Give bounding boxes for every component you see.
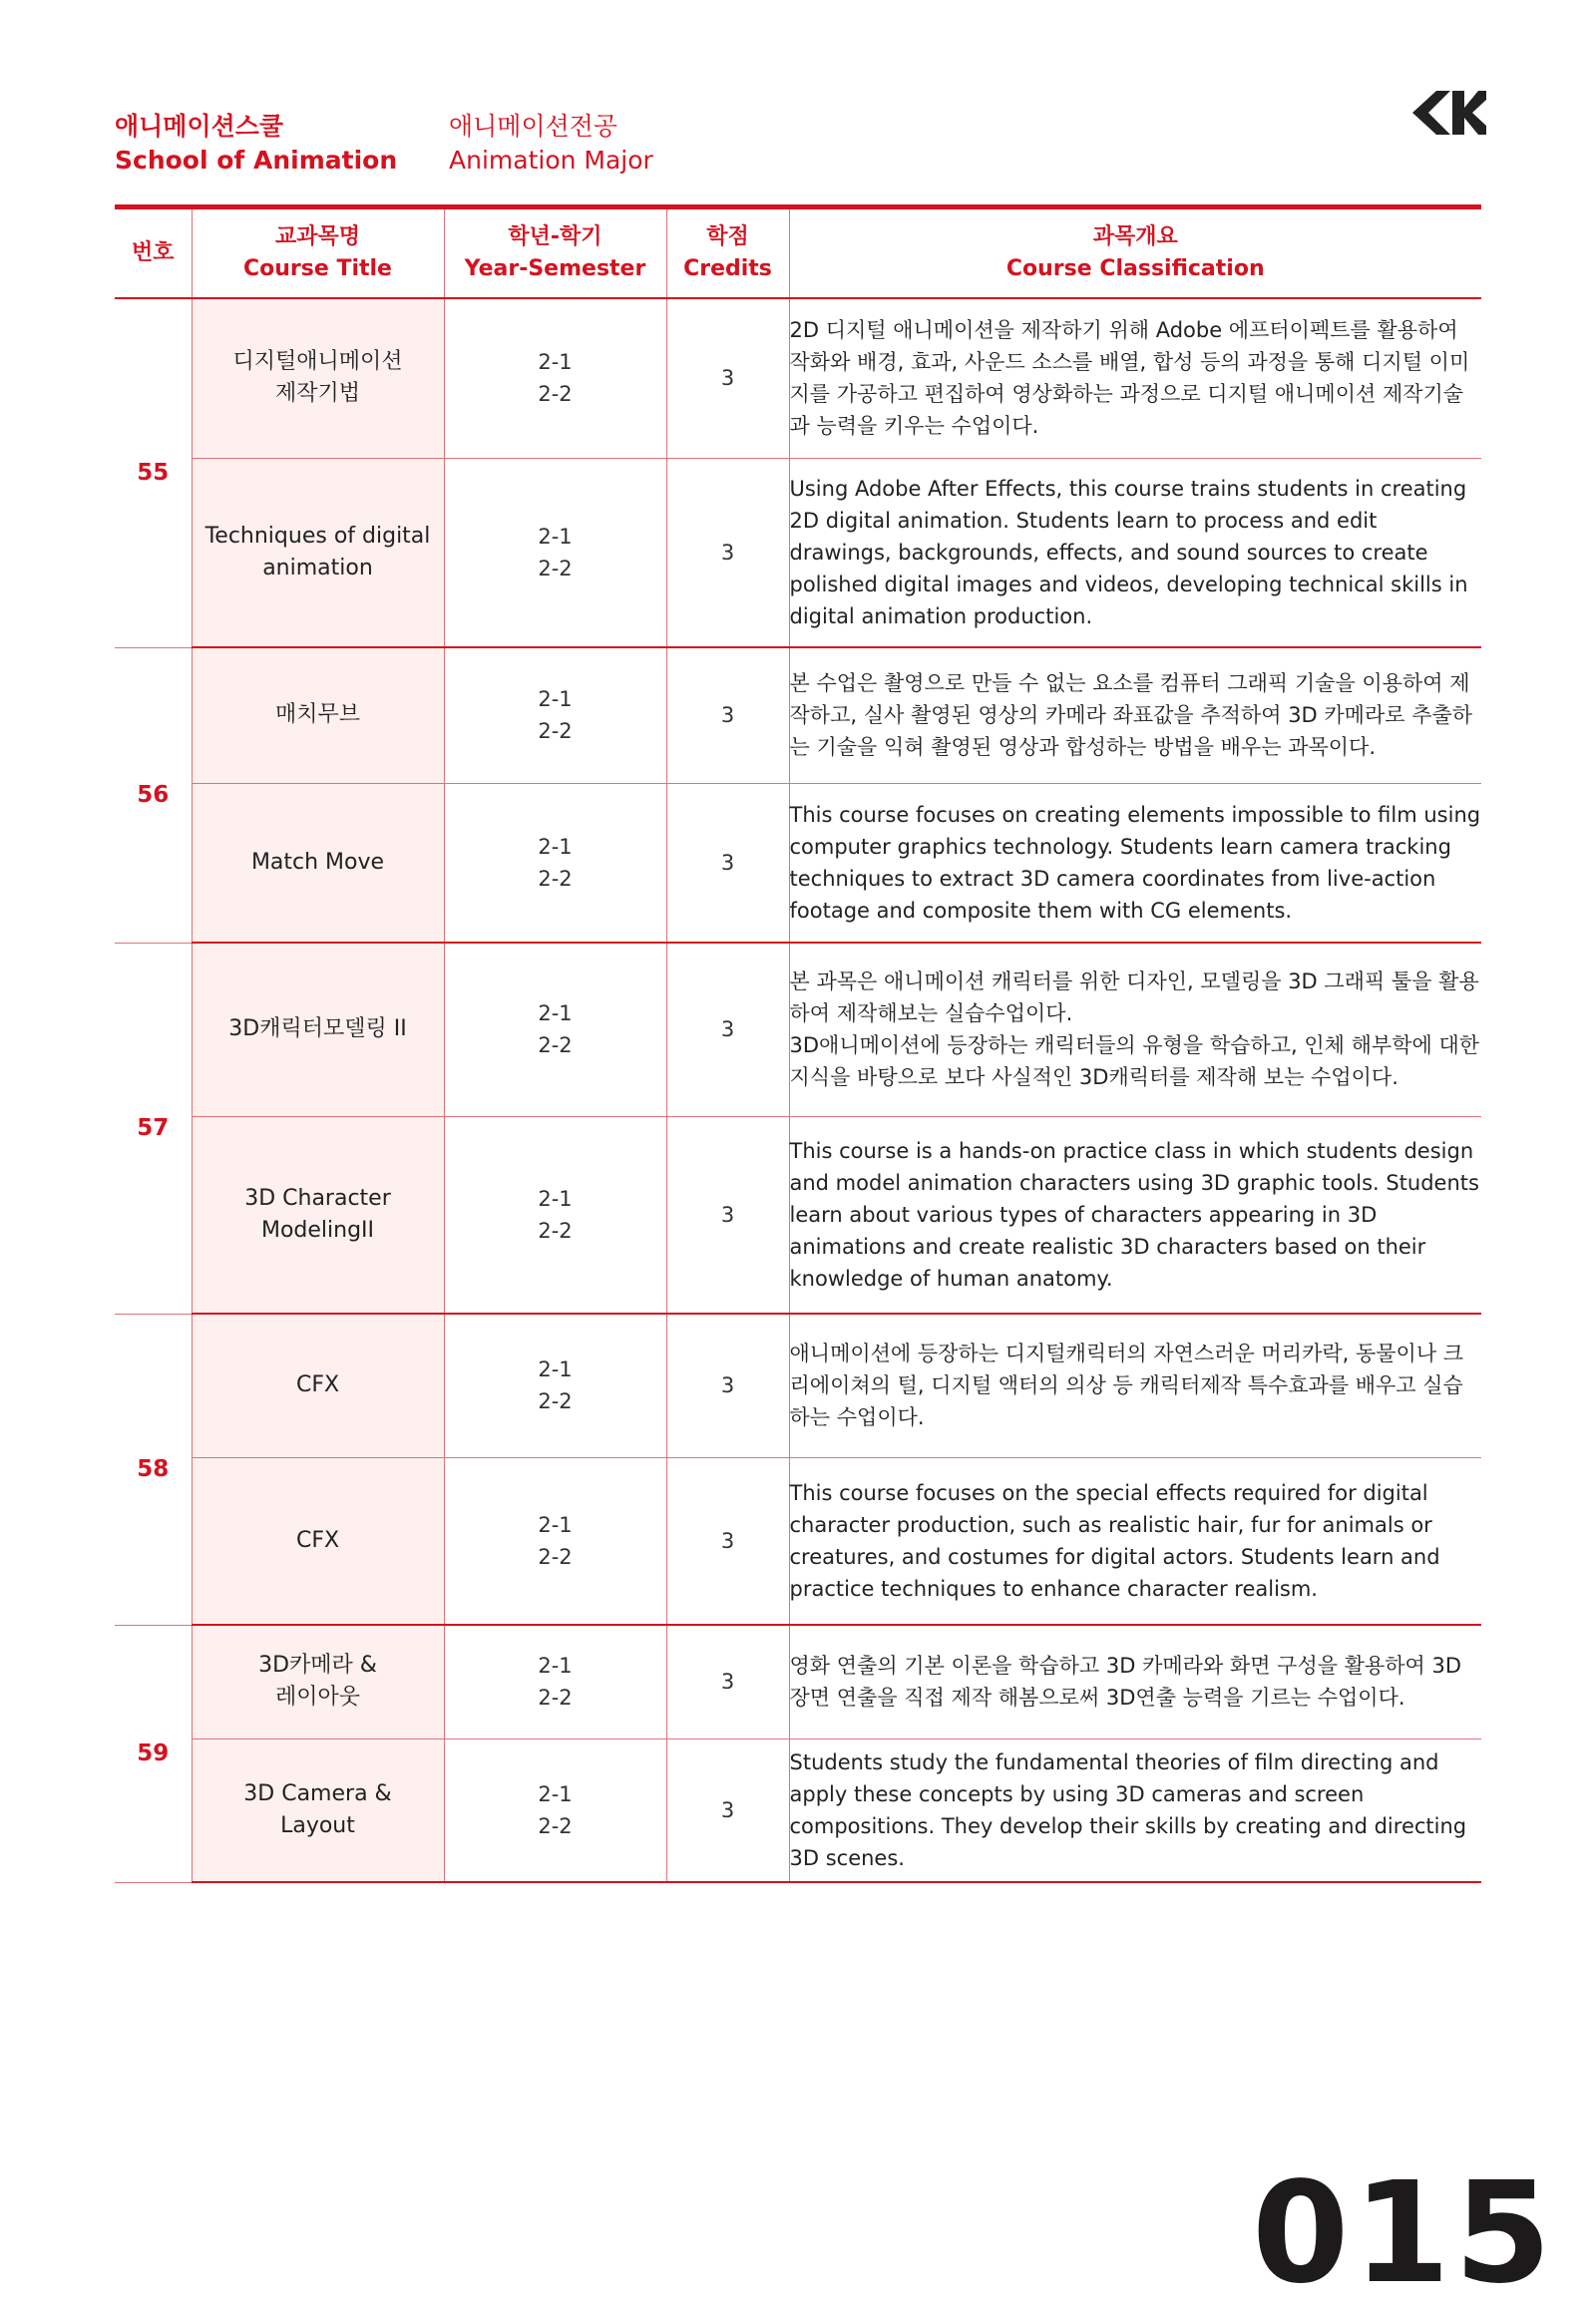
course-title: 3D캐릭터모델링 II	[192, 943, 444, 1116]
table-row	[115, 1116, 1481, 1314]
course-title: Match Move	[192, 783, 444, 943]
school-name-en: School of Animation	[115, 146, 398, 175]
table-row	[115, 647, 1481, 783]
col-header-number: 번호	[115, 209, 192, 298]
year-semester-1: 2-1	[538, 350, 573, 375]
school-name-ko: 애니메이션스쿨	[115, 112, 284, 141]
course-description: Students study the fundamental theories of film directing and apply these concepts by using 3D cameras and screen compositions. They develop their skills by creating and directing 3D scenes.	[789, 1738, 1481, 1882]
course-table-body	[115, 298, 1481, 1882]
credits: 3	[666, 647, 789, 783]
course-description: 2D 디지털 애니메이션을 제작하기 위해 Adobe 에프터이펙트를 활용하여 작화와 배경, 효과, 사운드 소스를 배열, 합성 등의 과정을 통해 디지털 이미지를 가공하고 편집하여 영상화하는 과정으로 디지털 애니메이션 제작기술과 능력을 키우는 수업이다.	[789, 298, 1481, 458]
year-semester-2: 2-2	[538, 1033, 573, 1058]
table-row	[115, 943, 1481, 1116]
credits: 3	[666, 298, 789, 458]
course-number: 55	[115, 298, 192, 647]
course-title: 3D Character ModelingII	[192, 1116, 444, 1314]
col-header-year-semester: 학년-학기 Year-Semester	[444, 209, 666, 298]
year-semester-2: 2-2	[538, 1544, 573, 1569]
year-semester-1: 2-1	[538, 1357, 573, 1382]
year-semester-1: 2-1	[538, 1001, 573, 1026]
course-title: CFX	[192, 1457, 444, 1625]
course-description: 애니메이션에 등장하는 디지털캐릭터의 자연스러운 머리카락, 동물이나 크리에이쳐의 털, 디지털 액터의 의상 등 캐릭터제작 특수효과를 배우고 실습하는 수업이다.	[789, 1314, 1481, 1457]
year-semester-2: 2-2	[538, 382, 573, 407]
year-semester	[444, 1314, 666, 1457]
course-description: 영화 연출의 기본 이론을 학습하고 3D 카메라와 화면 구성을 활용하여 3D장면 연출을 직접 제작 해봄으로써 3D연출 능력을 기르는 수업이다.	[789, 1625, 1481, 1738]
course-number: 59	[115, 1625, 192, 1882]
year-semester	[444, 1457, 666, 1625]
course-description: 본 과목은 애니메이션 캐릭터를 위한 디자인, 모델링을 3D 그래픽 툴을 활용하여 제작해보는 실습수업이다. 3D애니메이션에 등장하는 캐릭터들의 유형을 학습하고, 인체 해부학에 대한 지식을 바탕으로 보다 사실적인 3D캐릭터를 제작해 보는 수업이다.	[789, 943, 1481, 1116]
course-number: 58	[115, 1314, 192, 1625]
year-semester	[444, 943, 666, 1116]
col-header-classification: 과목개요 Course Classification	[789, 209, 1481, 298]
table-header-row	[115, 209, 1481, 298]
year-semester-2: 2-2	[538, 1389, 573, 1414]
course-description: Using Adobe After Effects, this course trains students in creating 2D digital animation. Students learn to process and edit drawings, backgrounds, effects, and sound sources to create polished digital images and videos, developing technical skills in digital animation production.	[789, 458, 1481, 647]
credits: 3	[666, 783, 789, 943]
year-semester-1: 2-1	[538, 1186, 573, 1211]
ck-logo-icon	[1406, 88, 1486, 138]
year-semester-1: 2-1	[538, 1512, 573, 1537]
credits: 3	[666, 1625, 789, 1738]
major-name	[449, 110, 653, 178]
course-title: 매치무브	[192, 647, 444, 783]
page-number: 015	[1252, 2152, 1556, 2315]
year-semester	[444, 647, 666, 783]
year-semester	[444, 1625, 666, 1738]
year-semester	[444, 783, 666, 943]
credits: 3	[666, 1116, 789, 1314]
year-semester-2: 2-2	[538, 866, 573, 891]
school-name	[115, 110, 397, 178]
credits: 3	[666, 1738, 789, 1882]
table-row	[115, 783, 1481, 943]
year-semester-2: 2-2	[538, 1218, 573, 1243]
credits: 3	[666, 943, 789, 1116]
year-semester	[444, 1116, 666, 1314]
course-table	[115, 209, 1481, 1883]
course-title: 3D카메라 & 레이아웃	[192, 1625, 444, 1738]
course-title: CFX	[192, 1314, 444, 1457]
year-semester	[444, 1738, 666, 1882]
year-semester	[444, 458, 666, 647]
major-name-en: Animation Major	[449, 146, 653, 175]
year-semester-2: 2-2	[538, 1686, 573, 1711]
credits: 3	[666, 1457, 789, 1625]
credits: 3	[666, 458, 789, 647]
year-semester-1: 2-1	[538, 524, 573, 549]
table-row	[115, 1457, 1481, 1625]
year-semester-1: 2-1	[538, 1654, 573, 1679]
table-row	[115, 1314, 1481, 1457]
year-semester-1: 2-1	[538, 1781, 573, 1806]
col-header-credits: 학점 Credits	[666, 209, 789, 298]
col-header-title: 교과목명 Course Title	[192, 209, 444, 298]
year-semester-2: 2-2	[538, 1813, 573, 1838]
year-semester	[444, 298, 666, 458]
course-description: This course focuses on the special effects required for digital character production, such as realistic hair, fur for animals or creatures, and costumes for digital actors. Students learn and practice techniques to enhance character realism.	[789, 1457, 1481, 1625]
year-semester-1: 2-1	[538, 834, 573, 859]
course-description: 본 수업은 촬영으로 만들 수 없는 요소를 컴퓨터 그래픽 기술을 이용하여 제작하고, 실사 촬영된 영상의 카메라 좌표값을 추적하여 3D 카메라로 추출하는 기술을 익혀 촬영된 영상과 합성하는 방법을 배우는 과목이다.	[789, 647, 1481, 783]
table-row	[115, 1625, 1481, 1738]
table-row	[115, 1738, 1481, 1882]
course-title: 디지털애니메이션 제작기법	[192, 298, 444, 458]
year-semester-2: 2-2	[538, 719, 573, 744]
course-title: Techniques of digital animation	[192, 458, 444, 647]
course-title: 3D Camera & Layout	[192, 1738, 444, 1882]
year-semester-2: 2-2	[538, 556, 573, 580]
table-row	[115, 298, 1481, 458]
major-name-ko: 애니메이션전공	[449, 112, 618, 141]
course-description: This course is a hands-on practice class in which students design and model animation characters using 3D graphic tools. Students learn about various types of characters appearing in 3D animations and create realistic 3D characters based on their knowledge of human anatomy.	[789, 1116, 1481, 1314]
table-row	[115, 458, 1481, 647]
year-semester-1: 2-1	[538, 687, 573, 712]
course-number: 57	[115, 943, 192, 1314]
course-number: 56	[115, 647, 192, 943]
course-description: This course focuses on creating elements impossible to film using computer graphics technology. Students learn camera tracking techniques to extract 3D camera coordinates from live-action footage and composite them with CG elements.	[789, 783, 1481, 943]
credits: 3	[666, 1314, 789, 1457]
